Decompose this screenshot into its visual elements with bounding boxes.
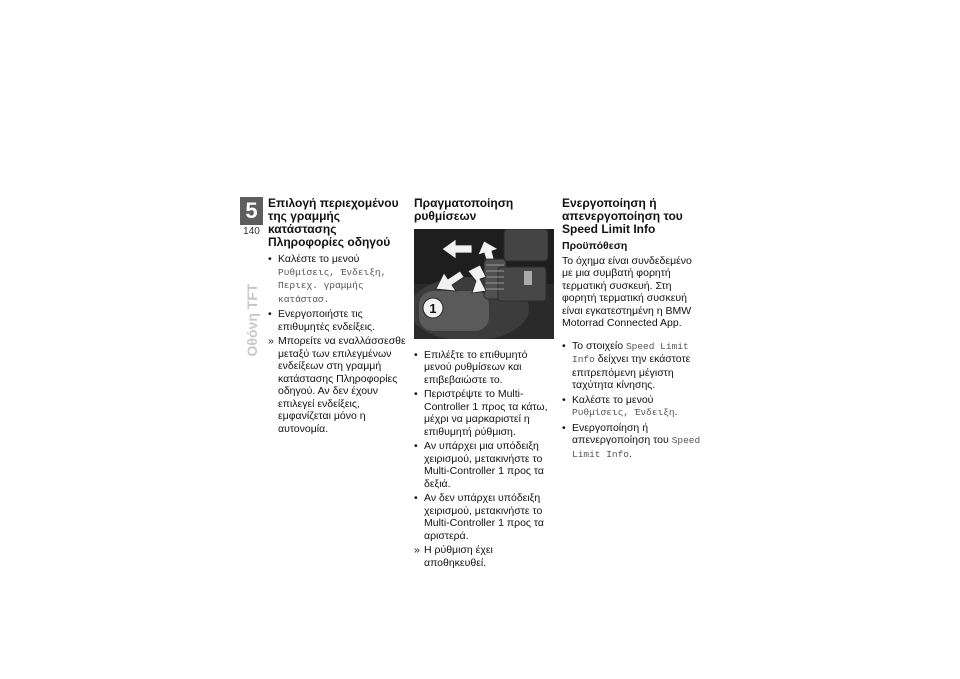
list-item: • Ενεργοποίηση ή απενεργοποίηση του Speed Limit Info. — [562, 421, 701, 460]
list-item: • Το στοιχείο Speed Limit Info δείχνει την εκάστοτε επιτρεπόμενη μέγιστη ταχύτητα κίνησης. — [562, 339, 691, 391]
column-status-line — [268, 197, 408, 437]
handlebar-controller-figure — [414, 229, 554, 339]
section-heading: Πραγματοποίηση ρυθμίσεων — [414, 196, 514, 223]
column-settings — [414, 197, 554, 571]
instruction-list — [414, 349, 554, 570]
section-heading: Επιλογή περιεχομένου της γραμμής κατάστασης Πληροφορίες οδηγού — [268, 196, 399, 249]
page-number: 140 — [243, 226, 260, 237]
column-speed-limit-info — [562, 197, 702, 463]
ui-term: Speed Limit Info — [572, 435, 701, 460]
instruction-list — [268, 253, 408, 435]
list-item-result: » Η ρύθμιση έχει αποθηκευθεί. — [414, 544, 493, 569]
precondition-text: Το όχημα είναι συνδεδεμένο με μια συμβατή φορητή τερματική συσκευή. Στη φορητή τερματική συσκευή είναι εγκατεστημένη η BMW Motorrad Connected App. — [562, 254, 692, 329]
list-item: • Καλέστε το μενού Ρυθμίσεις, Ένδειξη, Περιεχ. γραμμής κατάστασ. — [268, 253, 387, 305]
chapter-title-text: Οθόνη TFT — [244, 283, 260, 357]
chapter-number: 5 — [245, 198, 258, 223]
list-item: • Καλέστε το μενού Ρυθμίσεις, Ένδειξη. — [562, 393, 678, 418]
list-item-result: » Μπορείτε να εναλλάσσεσθε μεταξύ των επιλεγμένων ενδείξεων στη γραμμή κατάστασης Πληροφορίες οδηγού. Αν δεν έχουν επιλεγεί ενδείξεις, εμφανίζεται μόνο η αυτονομία. — [268, 335, 406, 435]
section-heading: Ενεργοποίηση ή απενεργοποίηση του Speed Limit Info — [562, 196, 683, 236]
menu-path: Ρυθμίσεις, Ένδειξη, Περιεχ. γραμμής κατάστασ. — [278, 266, 387, 305]
instruction-list — [562, 340, 702, 462]
figure-callout-label: 1 — [429, 301, 437, 316]
list-item: • Αν υπάρχει μια υπόδειξη χειρισμού, μετακινήστε το Multi-Controller 1 προς τα δεξιά. — [414, 440, 544, 490]
list-item: • Ενεργοποιήστε τις επιθυμητές ενδείξεις. — [268, 308, 376, 333]
chapter-tab — [240, 197, 263, 225]
precondition-heading: Προϋπόθεση — [562, 240, 628, 252]
list-item: • Περιστρέψτε το Multi-Controller 1 προς τα κάτω, μέχρι να μαρκαριστεί η επιθυμητή ρύθμιση. — [414, 388, 548, 438]
list-item: • Αν δεν υπάρχει υπόδειξη χειρισμού, μετακινήστε το Multi-Controller 1 προς τα αριστερά. — [414, 492, 544, 542]
ui-term: Speed Limit Info — [572, 340, 689, 365]
list-item: • Επιλέξτε το επιθυμητό μενού ρυθμίσεων και επιβεβαιώστε το. — [414, 348, 528, 386]
menu-path: Ρυθμίσεις, Ένδειξη — [572, 407, 675, 418]
chapter-title-vertical — [232, 280, 272, 360]
